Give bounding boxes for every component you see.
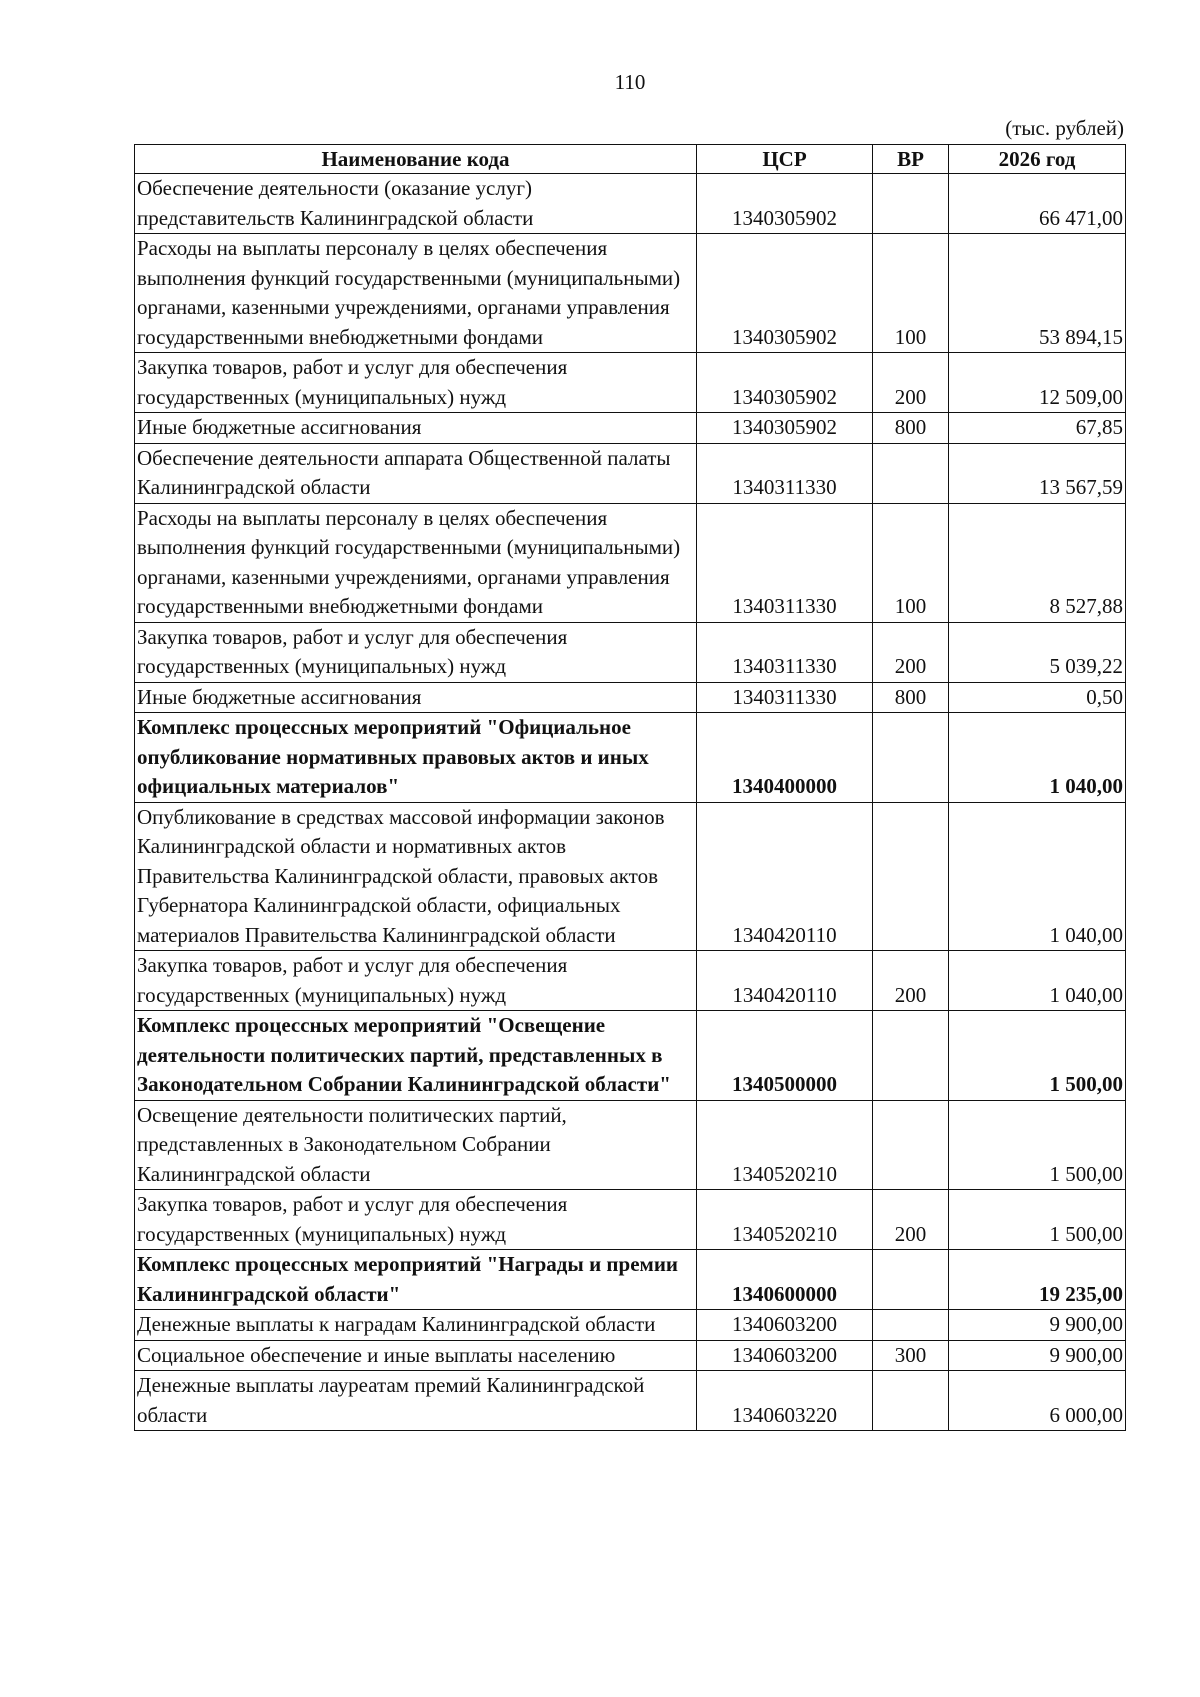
cell-vr: 800 — [873, 682, 949, 713]
units-label: (тыс. рублей) — [1005, 116, 1124, 140]
cell-vr — [873, 1371, 949, 1431]
cell-name: Закупка товаров, работ и услуг для обеспечения государственных (муниципальных) нужд — [135, 951, 697, 1011]
cell-vr — [873, 802, 949, 951]
table-row — [135, 1100, 1126, 1190]
cell-sum: 0,50 — [949, 682, 1126, 713]
cell-csr: 1340305902 — [697, 353, 873, 413]
table-row — [135, 1011, 1126, 1101]
cell-csr: 1340311330 — [697, 682, 873, 713]
cell-sum: 66 471,00 — [949, 174, 1126, 234]
cell-csr: 1340520210 — [697, 1100, 873, 1190]
cell-name: Социальное обеспечение и иные выплаты населению — [135, 1340, 697, 1371]
table-row — [135, 1250, 1126, 1310]
table-row — [135, 353, 1126, 413]
cell-vr: 300 — [873, 1340, 949, 1371]
cell-name: Денежные выплаты лауреатам премий Калининградской области — [135, 1371, 697, 1431]
cell-csr: 1340311330 — [697, 443, 873, 503]
cell-sum: 1 500,00 — [949, 1011, 1126, 1101]
cell-vr: 200 — [873, 1190, 949, 1250]
cell-csr: 1340400000 — [697, 713, 873, 803]
cell-name: Иные бюджетные ассигнования — [135, 413, 697, 444]
cell-csr: 1340603220 — [697, 1371, 873, 1431]
table-row — [135, 713, 1126, 803]
cell-name: Денежные выплаты к наградам Калининградской области — [135, 1310, 697, 1341]
page-number: 110 — [614, 70, 646, 94]
table-row — [135, 1371, 1126, 1431]
cell-vr — [873, 1310, 949, 1341]
header-vr: ВР — [873, 145, 949, 174]
cell-name: Расходы на выплаты персоналу в целях обеспечения выполнения функций государственными (муниципальными) органами, казенными учреждениями, органами управления государственными внебюджетными фондами — [135, 503, 697, 622]
cell-name: Расходы на выплаты персоналу в целях обеспечения выполнения функций государственными (муниципальными) органами, казенными учреждениями, органами управления государственными внебюджетными фондами — [135, 234, 697, 353]
cell-csr: 1340603200 — [697, 1340, 873, 1371]
cell-name: Обеспечение деятельности аппарата Общественной палаты Калининградской области — [135, 443, 697, 503]
table-row — [135, 1190, 1126, 1250]
cell-csr: 1340500000 — [697, 1011, 873, 1101]
cell-csr: 1340305902 — [697, 234, 873, 353]
cell-vr — [873, 1100, 949, 1190]
cell-csr: 1340311330 — [697, 503, 873, 622]
cell-sum: 9 900,00 — [949, 1310, 1126, 1341]
cell-csr: 1340311330 — [697, 622, 873, 682]
cell-vr — [873, 1011, 949, 1101]
cell-vr — [873, 713, 949, 803]
cell-sum: 1 040,00 — [949, 951, 1126, 1011]
table-row — [135, 1310, 1126, 1341]
cell-sum: 1 040,00 — [949, 713, 1126, 803]
cell-name: Опубликование в средствах массовой информации законов Калининградской области и нормативных актов Правительства Калининградской области, правовых актов Губернатора Калининградской области, официальных материалов Правительства Калининградской области — [135, 802, 697, 951]
cell-sum: 9 900,00 — [949, 1340, 1126, 1371]
cell-sum: 6 000,00 — [949, 1371, 1126, 1431]
budget-table — [134, 144, 1126, 1431]
cell-sum: 12 509,00 — [949, 353, 1126, 413]
cell-csr: 1340603200 — [697, 1310, 873, 1341]
cell-name: Закупка товаров, работ и услуг для обеспечения государственных (муниципальных) нужд — [135, 1190, 697, 1250]
header-year: 2026 год — [949, 145, 1126, 174]
cell-name: Комплекс процессных мероприятий "Освещение деятельности политических партий, представленных в Законодательном Собрании Калининградской области" — [135, 1011, 697, 1101]
cell-vr: 200 — [873, 353, 949, 413]
cell-vr: 200 — [873, 622, 949, 682]
cell-vr — [873, 443, 949, 503]
cell-sum: 13 567,59 — [949, 443, 1126, 503]
cell-name: Освещение деятельности политических партий, представленных в Законодательном Собрании Калининградской области — [135, 1100, 697, 1190]
cell-sum: 1 500,00 — [949, 1190, 1126, 1250]
table-header — [135, 145, 1126, 174]
table-row — [135, 443, 1126, 503]
cell-name: Комплекс процессных мероприятий "Награды и премии Калининградской области" — [135, 1250, 697, 1310]
cell-sum: 5 039,22 — [949, 622, 1126, 682]
table-row — [135, 413, 1126, 444]
cell-vr — [873, 1250, 949, 1310]
table-row — [135, 234, 1126, 353]
cell-csr: 1340520210 — [697, 1190, 873, 1250]
cell-csr: 1340305902 — [697, 174, 873, 234]
table-body — [135, 174, 1126, 1431]
cell-csr: 1340600000 — [697, 1250, 873, 1310]
cell-name: Комплекс процессных мероприятий "Официальное опубликование нормативных правовых актов и иных официальных материалов" — [135, 713, 697, 803]
cell-sum: 53 894,15 — [949, 234, 1126, 353]
cell-sum: 67,85 — [949, 413, 1126, 444]
cell-csr: 1340305902 — [697, 413, 873, 444]
table-row — [135, 622, 1126, 682]
cell-sum: 8 527,88 — [949, 503, 1126, 622]
cell-vr: 100 — [873, 234, 949, 353]
cell-name: Закупка товаров, работ и услуг для обеспечения государственных (муниципальных) нужд — [135, 622, 697, 682]
cell-sum: 1 040,00 — [949, 802, 1126, 951]
cell-sum: 1 500,00 — [949, 1100, 1126, 1190]
cell-vr: 200 — [873, 951, 949, 1011]
cell-name: Обеспечение деятельности (оказание услуг) представительств Калининградской области — [135, 174, 697, 234]
header-name: Наименование кода — [135, 145, 697, 174]
table-row — [135, 682, 1126, 713]
cell-vr: 800 — [873, 413, 949, 444]
cell-sum: 19 235,00 — [949, 1250, 1126, 1310]
table-row — [135, 951, 1126, 1011]
cell-vr: 100 — [873, 503, 949, 622]
header-row — [135, 145, 1126, 174]
table-row — [135, 503, 1126, 622]
cell-name: Закупка товаров, работ и услуг для обеспечения государственных (муниципальных) нужд — [135, 353, 697, 413]
table-row — [135, 1340, 1126, 1371]
table-row — [135, 174, 1126, 234]
cell-vr — [873, 174, 949, 234]
table-row — [135, 802, 1126, 951]
cell-csr: 1340420110 — [697, 951, 873, 1011]
cell-csr: 1340420110 — [697, 802, 873, 951]
header-csr: ЦСР — [697, 145, 873, 174]
cell-name: Иные бюджетные ассигнования — [135, 682, 697, 713]
